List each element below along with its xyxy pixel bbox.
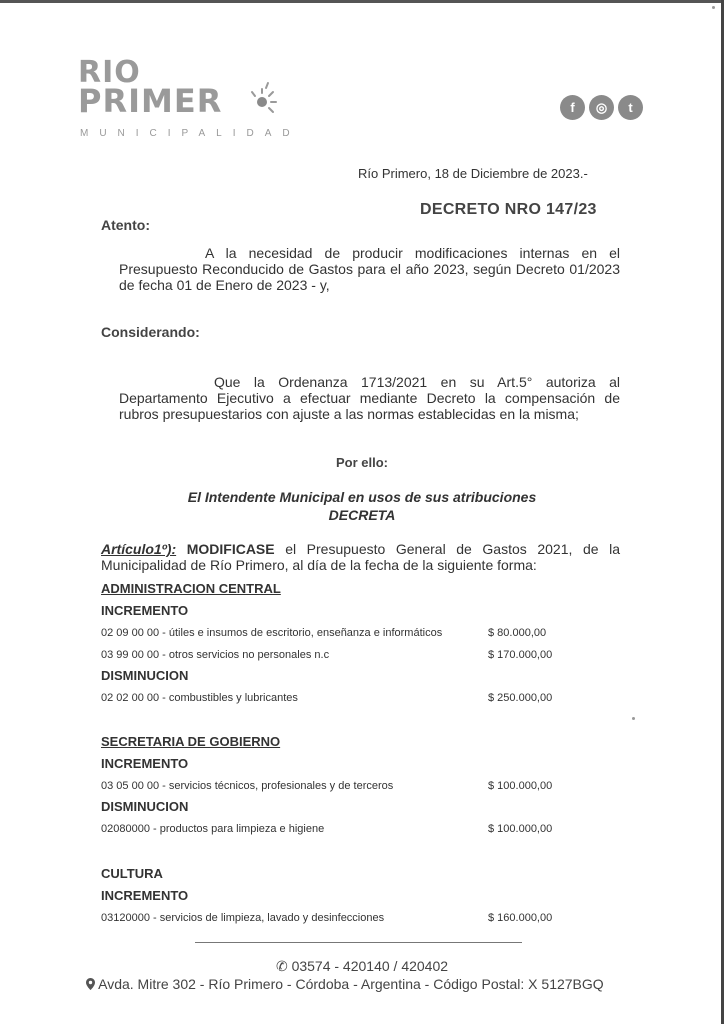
- intendente-statement: [0, 488, 724, 524]
- logo-subtitle: MUNICIPALIDAD: [80, 128, 301, 139]
- footer-phone: [0, 958, 724, 975]
- logo-line2: PRIMER: [78, 82, 223, 120]
- line-amount: $ 80.000,00: [488, 627, 547, 639]
- increment-label-admin: INCREMENTO: [101, 603, 189, 618]
- atento-label: Atento:: [101, 217, 150, 233]
- scan-speck: [632, 717, 635, 720]
- line-desc: 02 09 00 00 - útiles e insumos de escritorio, enseñanza e informáticos: [101, 627, 443, 639]
- budget-line: [101, 692, 561, 704]
- section-title-gobierno: SECRETARIA DE GOBIERNO: [101, 734, 281, 749]
- articulo-verb: MODIFICASE: [186, 541, 275, 557]
- instagram-icon: ◎: [589, 95, 614, 120]
- line-desc: 03 99 00 00 - otros servicios no personales n.c: [101, 649, 330, 661]
- section-title-cultura: CULTURA: [101, 866, 163, 881]
- line-desc: 03120000 - servicios de limpieza, lavado y desinfecciones: [101, 912, 385, 924]
- line-amount: $ 100.000,00: [488, 823, 553, 835]
- considerando-paragraph: Que la Ordenanza 1713/2021 en su Art.5° autoriza al Departamento Ejecutivo a efectuar mediante Decreto la compensación de rubros presupuestarios con ajuste a las normas establecidas en la misma;: [119, 374, 620, 422]
- address-text: Avda. Mitre 302 - Río Primero - Córdoba - Argentina - Código Postal: X 5127BGQ: [98, 976, 604, 992]
- facebook-icon: f: [560, 95, 585, 120]
- considerando-label: Considerando:: [101, 324, 200, 340]
- increment-label-gobierno: INCREMENTO: [101, 756, 189, 771]
- articulo-text: el Presupuesto General de Gastos 2021, de la Municipalidad de Río Primero, al día de la fecha de la siguiente forma:: [101, 541, 621, 573]
- scan-speck: [712, 6, 715, 9]
- footer-address: [86, 976, 604, 992]
- phone-icon: ✆: [275, 958, 288, 974]
- social-icons: [560, 95, 643, 120]
- decreta-line: DECRETA: [328, 507, 396, 523]
- line-amount: $ 250.000,00: [488, 692, 553, 704]
- decrease-label-admin: DISMINUCION: [101, 668, 189, 683]
- line-amount: $ 170.000,00: [488, 649, 553, 661]
- budget-line: [101, 780, 561, 792]
- por-ello: Por ello:: [335, 455, 388, 470]
- logo-line1: RIO: [78, 55, 141, 90]
- decree-number: DECRETO NRO 147/23: [420, 201, 597, 218]
- atento-paragraph: A la necesidad de producir modificaciones internas en el Presupuesto Reconducido de Gastos para el año 2023, según Decreto 01/2023 de fecha 01 de Enero de 2023 - y,: [119, 245, 620, 293]
- line-amount: $ 160.000,00: [488, 912, 553, 924]
- decrease-label-gobierno: DISMINUCION: [101, 799, 189, 814]
- line-desc: 03 05 00 00 - servicios técnicos, profesionales y de terceros: [101, 780, 394, 792]
- phone-number: 03574 - 420140 / 420402: [291, 958, 449, 974]
- twitter-icon: t: [618, 95, 643, 120]
- intendente-line: El Intendente Municipal en usos de sus atribuciones: [187, 489, 537, 505]
- line-desc: 02080000 - productos para limpieza e higiene: [101, 823, 325, 835]
- municipality-logo: [78, 55, 301, 148]
- budget-line: [101, 627, 561, 639]
- section-title-admin: ADMINISTRACION CENTRAL: [101, 581, 281, 596]
- scan-edge-top: [0, 0, 724, 3]
- budget-line: [101, 912, 561, 924]
- line-desc: 02 02 00 00 - combustibles y lubricantes: [101, 692, 298, 704]
- budget-line: [101, 823, 561, 835]
- sun-icon: [248, 80, 284, 116]
- line-amount: $ 100.000,00: [488, 780, 553, 792]
- location-pin-icon: [86, 978, 95, 990]
- budget-line: [101, 649, 561, 661]
- articulo-1: [101, 541, 620, 573]
- increment-label-cultura: INCREMENTO: [101, 888, 189, 903]
- articulo-label: Artículo1º):: [101, 541, 177, 557]
- footer-divider: [195, 942, 522, 943]
- document-date: Río Primero, 18 de Diciembre de 2023.-: [358, 166, 588, 181]
